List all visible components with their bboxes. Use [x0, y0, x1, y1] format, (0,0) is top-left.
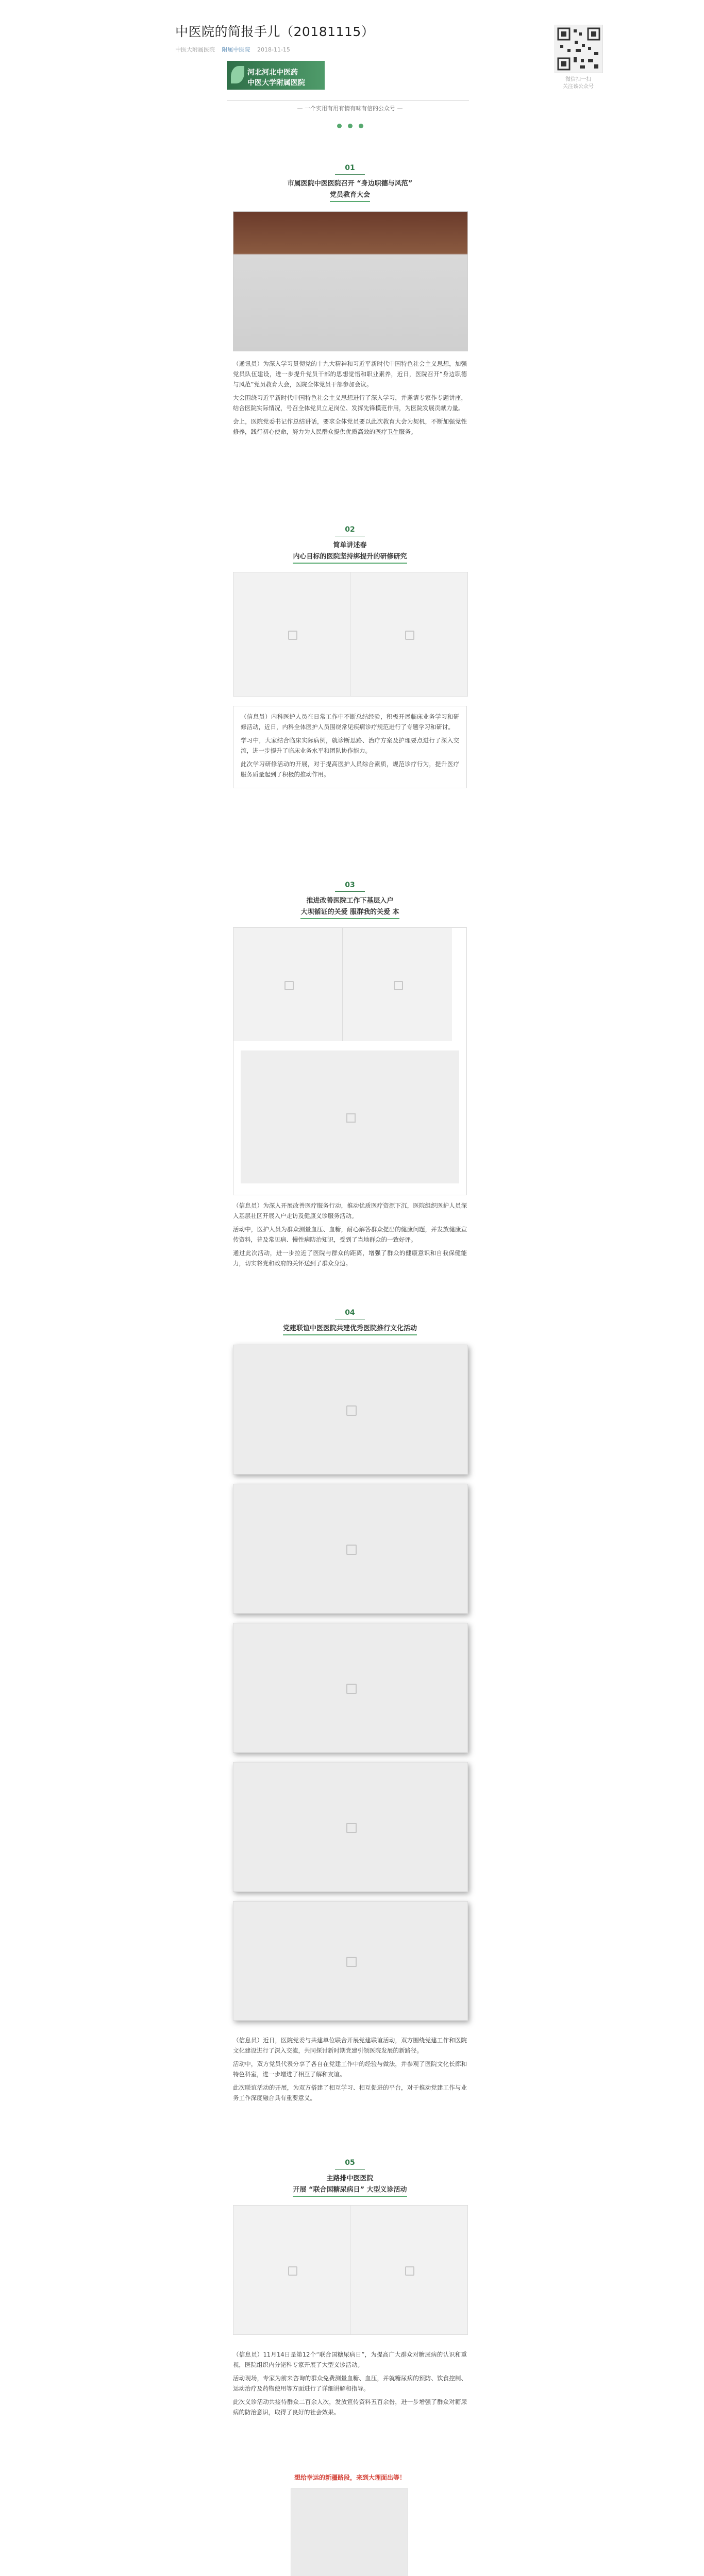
image-placeholder-icon [288, 2266, 297, 2276]
image-placeholder-icon [405, 2266, 414, 2276]
paragraph: （信息员）近日，医院党委与共建单位联合开展党建联谊活动，双方围绕党建工作和医院文化建设进行了深入交流，共同探讨新时期党建引领医院发展的新路径。 [233, 2037, 467, 2054]
section-body [233, 359, 467, 440]
paragraph: 通过此次活动，进一步拉近了医院与群众的距离，增强了群众的健康意识和自我保健能力，切实将党和政府的关怀送到了群众身边。 [233, 1249, 467, 1267]
section-title-line: 党建联谊中医医院共建优秀医院推行文化活动 [283, 1323, 417, 1335]
qr-panel [555, 25, 602, 91]
section-body [233, 2349, 467, 2420]
photo-pair [233, 928, 452, 1041]
meta-author-link[interactable]: 附属中医院 [222, 46, 250, 53]
paragraph: 活动中，双方党员代表分享了各自在党建工作中的经验与做法，并参观了医院文化长廊和特色科室，进一步增进了相互了解和友谊。 [233, 2060, 467, 2078]
closing-note: 想给幸运的新疆路段，来到大理面出等！ [294, 2474, 406, 2481]
section-title [175, 2173, 525, 2197]
image-placeholder-icon [346, 1113, 356, 1123]
event-photo-1 [233, 1345, 468, 1475]
article [175, 0, 525, 2481]
paragraph: （信息员）内科医护人员在日常工作中不断总结经验，积极开展临床业务学习和研修活动，近日，内科全体医护人员围绕常见疾病诊疗规范进行了专题学习和研讨。 [241, 713, 459, 731]
paragraph: （通讯员）为深入学习贯彻党的十九大精神和习近平新时代中国特色社会主义思想，加强党员队伍建设，进一步提升党员干部的思想觉悟和职业素养，近日，医院召开“身边职德与风范”党员教育大会，医院全体党员干部参加会议。 [233, 360, 467, 388]
paragraph: 活动中，医护人员为群众测量血压、血糖，耐心解答群众提出的健康问题，并发放健康宣传资料，普及常见病、慢性病防治知识，受到了当地群众的一致好评。 [233, 1226, 467, 1243]
paragraph: 会上，医院党委书记作总结讲话，要求全体党员要以此次教育大会为契机，不断加强党性修养，践行初心使命，努力为人民群众提供优质高效的医疗卫生服务。 [233, 418, 467, 435]
paragraph: 大会围绕习近平新时代中国特色社会主义思想进行了深入学习，并邀请专家作专题讲座，结合医院实际情况，号召全体党员立足岗位、发挥先锋模范作用，为医院发展贡献力量。 [233, 394, 467, 412]
section-number: 05 [345, 2159, 355, 2167]
paragraph: （信息员）为深入开展改善医疗服务行动，推动优质医疗资源下沉，医院组织医护人员深入基层社区开展入户走访及健康义诊服务活动。 [233, 1202, 467, 1219]
photo-left [233, 928, 343, 1041]
section-title [175, 178, 525, 202]
dot-icon [359, 124, 363, 128]
image-placeholder-icon [346, 1405, 357, 1416]
community-photo [241, 1050, 459, 1183]
closing-photo [291, 2488, 408, 2576]
paragraph: 学习中，大家结合临床实际病例，就诊断思路、治疗方案及护理要点进行了深入交流，进一步提升了临床业务水平和团队协作能力。 [241, 737, 459, 754]
image-placeholder-icon [346, 1545, 357, 1555]
section-title-line: 市属医院中医医院召开 “身边职德与风范” [287, 180, 413, 188]
meta-source: 中医大附属医院 [175, 46, 215, 53]
section-divider [335, 174, 365, 175]
image-placeholder-icon [346, 1684, 357, 1694]
photo-left [233, 572, 350, 696]
section-divider [335, 891, 365, 892]
leaf-logo-icon [231, 66, 244, 83]
article-title: 中医院的简报手儿（20181115） [175, 24, 375, 39]
dot-icon [348, 124, 353, 128]
section-title [175, 1323, 525, 1335]
photo-pair [233, 2205, 468, 2335]
image-placeholder-icon [284, 981, 294, 990]
dot-icon [337, 124, 342, 128]
paragraph: 此次义诊活动共接待群众二百余人次，发放宣传资料五百余份，进一步增强了群众对糖尿病的防治意识，取得了良好的社会效果。 [233, 2398, 467, 2416]
boxed-text [233, 706, 467, 788]
photo-right [350, 2206, 467, 2334]
image-placeholder-icon [288, 631, 297, 640]
event-photo-5 [233, 1901, 468, 2021]
section-title-line: 内心目标的医院坚持绑提升的研修研究 [293, 551, 407, 564]
photo-pair [233, 572, 468, 697]
section-number: 03 [345, 881, 355, 889]
event-photo-2 [233, 1484, 468, 1614]
qr-pattern [555, 25, 602, 73]
section-number: 04 [345, 1309, 355, 1317]
section-title-line: 主路排中医医院 [326, 2175, 374, 2182]
photo-right [350, 572, 467, 696]
section-number: 02 [345, 526, 355, 534]
section-title [175, 895, 525, 919]
section-title-line: 党员教育大会 [330, 190, 370, 202]
qr-caption-line: 关注该公众号 [563, 84, 594, 90]
photo-left [233, 2206, 350, 2334]
header-dots [175, 121, 525, 130]
section-title-line: 开展 “联合国糖尿病日” 大型义诊活动 [293, 2184, 407, 2197]
banner-line-1: 河北河北中医药 [247, 69, 298, 77]
image-placeholder-icon [346, 1957, 357, 1967]
header-banner [227, 61, 325, 90]
section-body [233, 1200, 467, 1272]
section-body [233, 2035, 467, 2106]
section-divider [335, 2169, 365, 2170]
photo-frame [233, 927, 467, 1195]
image-placeholder-icon [346, 1823, 357, 1833]
section-title-line: 推进改善医院工作下基层入户 [306, 897, 394, 905]
header-slogan: — 一个实用有用有情有味有信的公众号 — [297, 105, 403, 112]
header-card [175, 61, 525, 138]
section-title-line: 大坝循证的关爱 服群我的关爱 本 [300, 907, 399, 919]
image-placeholder-icon [405, 631, 414, 640]
photo-right [343, 928, 452, 1041]
section-title [175, 540, 525, 564]
meta-date: 2018-11-15 [257, 46, 290, 53]
paragraph: 此次联谊活动的开展，为双方搭建了相互学习、相互促进的平台，对于推动党建工作与业务工作深度融合具有重要意义。 [233, 2084, 467, 2102]
image-placeholder-icon [394, 981, 403, 990]
event-photo-4 [233, 1762, 468, 1892]
qr-code-icon[interactable] [555, 25, 603, 73]
article-meta [175, 45, 525, 54]
banner-line-2: 中医大学附属医院 [247, 79, 305, 87]
paragraph: （信息员）11月14日是第12个“联合国糖尿病日”，为提高广大群众对糖尿病的认识和重视，医院组织内分泌科专家开展了大型义诊活动。 [233, 2351, 467, 2368]
event-photo-3 [233, 1623, 468, 1753]
paragraph: 活动现场，专家为前来咨询的群众免费测量血糖、血压，并就糖尿病的预防、饮食控制、运动治疗及药物使用等方面进行了详细讲解和指导。 [233, 2375, 467, 2392]
qr-caption [555, 76, 602, 91]
paragraph: 此次学习研修活动的开展，对于提高医护人员综合素质，规范诊疗行为，提升医疗服务质量起到了积极的推动作用。 [241, 760, 459, 778]
section-title-line: 简单讲述春 [333, 541, 367, 549]
section-number: 01 [345, 164, 355, 172]
qr-caption-line: 微信扫一扫 [565, 77, 591, 82]
meeting-photo [233, 211, 468, 351]
